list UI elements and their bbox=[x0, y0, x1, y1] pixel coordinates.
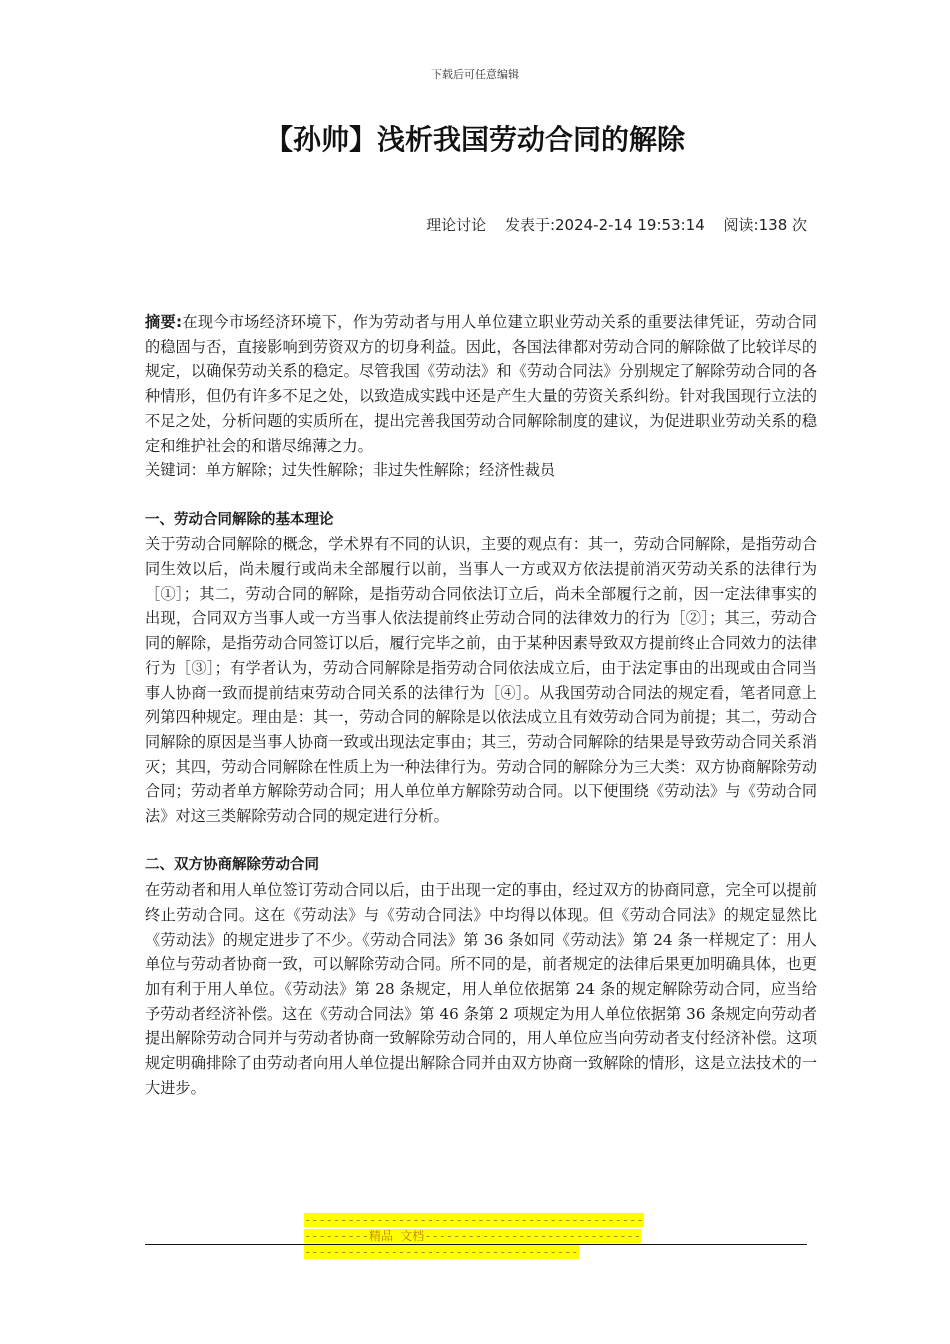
footer-band-text: --------------------------------------------------------精品 文档-------------------------------------------------------------------- bbox=[304, 1213, 644, 1259]
section-heading: 一、劳动合同解除的基本理论 bbox=[145, 511, 334, 528]
footer-band bbox=[304, 1212, 648, 1260]
meta-posted: 发表于:2024-2-14 19:53:14 bbox=[504, 216, 705, 234]
abstract-label: 摘要: bbox=[145, 313, 183, 331]
article-body bbox=[145, 310, 817, 1100]
page-title: 【孙帅】浅析我国劳动合同的解除 bbox=[264, 123, 685, 156]
meta-category: 理论讨论 bbox=[426, 216, 487, 234]
abstract-text: 在现今市场经济环境下，作为劳动者与用人单位建立职业劳动关系的重要法律凭证，劳动合同的稳固与否，直接影响到劳资双方的切身利益。因此，各国法律都对劳动合同的解除做了比较详尽的规定，以确保劳动关系的稳定。尽管我国《劳动法》和《劳动合同法》分别规定了解除劳动合同的各种情形，但仍有许多不足之处，以致造成实践中还是产生大量的劳资关系纠纷。针对我国现行立法的不足之处，分析问题的实质所在，提出完善我国劳动合同解除制度的建议，为促进职业劳动关系的稳定和维护社会的和谐尽绵薄之力。 bbox=[145, 313, 817, 455]
abstract-paragraph bbox=[145, 310, 817, 458]
section-heading: 二、双方协商解除劳动合同 bbox=[145, 857, 319, 874]
meta-reads: 阅读:138 次 bbox=[723, 216, 807, 234]
keywords: 关键词：单方解除；过失性解除；非过失性解除；经济性裁员 bbox=[145, 461, 556, 480]
section-body: 在劳动者和用人单位签订劳动合同以后，由于出现一定的事由，经过双方的协商同意，完全可以提前终止劳动合同。这在《劳动法》与《劳动合同法》中均得以体现。但《劳动合同法》的规定显然比《劳动法》的规定进步了不少。《劳动合同法》第 36 条如同《劳动法》第 24 条一样规定了：用人单位与劳动者协商一致，可以解除劳动合同。所不同的是，前者规定的法律后果更加明确具体，也更加有利于用人单位。《劳动法》第 28 条规定，用人单位依据第 24 条的规定解除劳动合同，应当给予劳动者经济补偿。这在《劳动合同法》第 46 条第 2 项规定为用人单位依据第 36 条规定向劳动者提出解除劳动合同并与劳动者协商一致解除劳动合同的，用人单位应当向劳动者支付经济补偿。这项规定明确排除了由劳动者向用人单位提出解除合同并由双方协商一致解除的情形，这是立法技术的一大进步。 bbox=[145, 881, 817, 1097]
footer-divider bbox=[145, 1244, 807, 1245]
section-body: 关于劳动合同解除的概念，学术界有不同的认识，主要的观点有：其一，劳动合同解除，是指劳动合同生效以后，尚未履行或尚未全部履行以前，当事人一方或双方依法提前消灭劳动关系的法律行为［①］；其二，劳动合同的解除，是指劳动合同依法订立后，尚未全部履行之前，因一定法律事实的出现，合同双方当事人或一方当事人依法提前终止劳动合同的法律效力的行为［②］；其三，劳动合同的解除，是指劳动合同签订以后，履行完毕之前，由于某种因素导致双方提前终止合同效力的法律行为［③］；有学者认为，劳动合同解除是指劳动合同依法成立后，由于法定事由的出现或由合同当事人协商一致而提前结束劳动合同关系的法律行为［④］。从我国劳动合同法的规定看，笔者同意上列第四种规定。理由是：其一，劳动合同的解除是以依法成立且有效劳动合同为前提；其二，劳动合同解除的原因是当事人协商一致或出现法定事由；其三，劳动合同解除的结果是导致劳动合同关系消灭；其四，劳动合同解除在性质上为一种法律行为。劳动合同的解除分为三大类：双方协商解除劳动合同；劳动者单方解除劳动合同；用人单位单方解除劳动合同。以下便围绕《劳动法》与《劳动合同法》对这三类解除劳动合同的规定进行分析。 bbox=[145, 535, 817, 826]
article-meta bbox=[412, 214, 807, 235]
header-note: 下载后可任意编辑 bbox=[431, 68, 519, 81]
